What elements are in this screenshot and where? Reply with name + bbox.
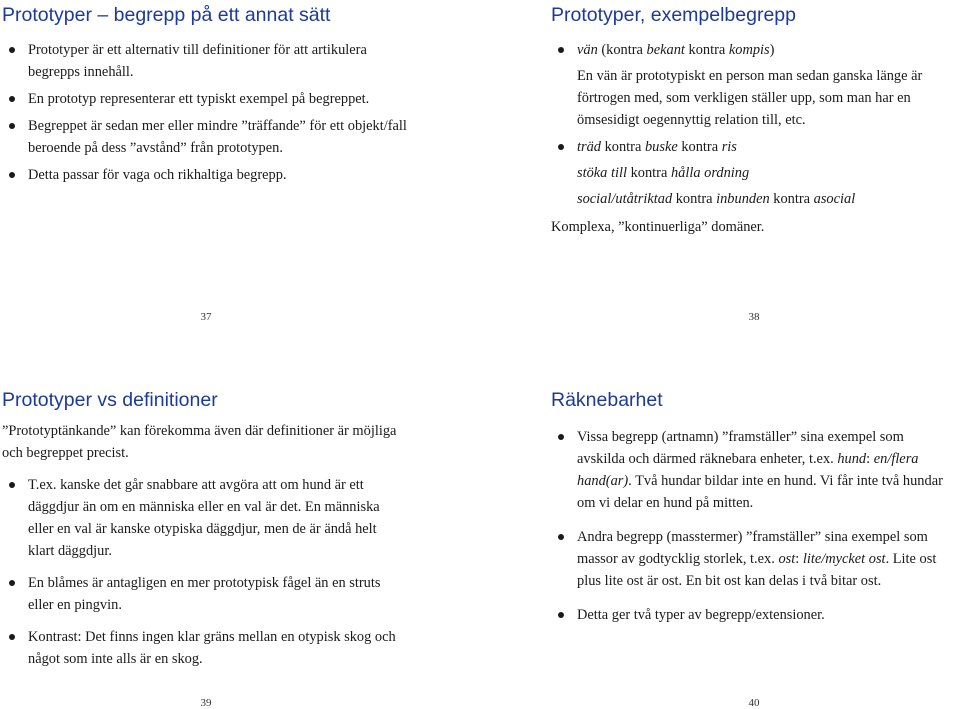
list-item: En prototyp representerar ett typiskt exempel på begreppet. xyxy=(2,88,422,110)
slide-footer-text: Komplexa, ”kontinuerliga” domäner. xyxy=(551,219,765,235)
page-number: 40 xyxy=(748,697,760,709)
example-word: hund xyxy=(837,451,867,467)
item-text: . Två hundar bildar inte en hund. Vi får inte två hundar om vi delar en hund på mitten. xyxy=(577,473,943,511)
example-word: asocial xyxy=(813,191,856,207)
list-item xyxy=(551,136,951,158)
example-line xyxy=(551,188,951,210)
example-word: träd xyxy=(577,139,601,155)
item-text: Vissa begrepp (artnamn) ”framställer” sina exempel som avskilda och därmed räknebara enheter, t.ex. xyxy=(577,429,904,467)
connector-text: kontra xyxy=(672,191,717,207)
connector-text: kontra xyxy=(626,165,671,181)
item-text: : xyxy=(795,551,803,567)
example-word: lite/mycket ost xyxy=(802,551,886,567)
example-description: En vän är prototypiskt en person man sedan ganska länge är förtrogen med, som verkligen ställer upp, som man har en ömsesidigt oegennyttig relation till, etc. xyxy=(577,68,923,128)
bullet-list xyxy=(551,426,951,626)
example-word: kompis xyxy=(728,42,770,58)
example-word: en/flera hand(ar) xyxy=(577,451,919,489)
item-text: : xyxy=(866,451,874,467)
list-item: En blåmes är antagligen en mer prototypisk fågel än en struts eller en pingvin. xyxy=(2,572,402,616)
page-number: 38 xyxy=(748,311,760,323)
slide-38 xyxy=(551,4,951,238)
page-number: 39 xyxy=(200,697,212,709)
slide-title: Prototyper – begrepp på ett annat sätt xyxy=(2,4,331,26)
page-number: 37 xyxy=(200,311,212,323)
list-item: Detta ger två typer av begrepp/extensioner. xyxy=(551,604,951,626)
list-item: Begreppet är sedan mer eller mindre ”träffande” för ett objekt/fall beroende på dess ”avstånd” från prototypen. xyxy=(2,115,422,159)
connector-text: (kontra xyxy=(597,42,647,58)
slide-title: Räknebarhet xyxy=(551,389,663,411)
bullet-list xyxy=(2,474,402,670)
example-word: ost xyxy=(778,551,796,567)
example-word: stöka till xyxy=(577,165,627,181)
list-item: Detta passar för vaga och rikhaltiga begrepp. xyxy=(2,164,422,186)
connector-text: kontra xyxy=(769,191,814,207)
example-list xyxy=(551,39,951,210)
example-word: bekant xyxy=(646,42,685,58)
connector-text: kontra xyxy=(684,42,729,58)
list-item xyxy=(551,39,951,61)
list-item: Kontrast: Det finns ingen klar gräns mellan en otypisk skog och något som inte alls är en skog. xyxy=(2,626,402,670)
item-text: Andra begrepp (masstermer) ”framställer” sina exempel som massor av godtycklig storlek, t.ex. xyxy=(577,529,928,567)
example-word: hålla ordning xyxy=(670,165,750,181)
list-item: T.ex. kanske det går snabbare att avgöra att om hund är ett däggdjur än om en människa eller en val är det. En människa eller en val är kanske otypiska däggdjur, men de är ändå helt klart däggdjur. xyxy=(2,474,402,562)
slide-title: Prototyper, exempelbegrepp xyxy=(551,4,796,26)
list-item xyxy=(551,526,951,592)
item-text: . Lite ost plus lite ost är ost. En bit ost kan delas i två bitar ost. xyxy=(577,551,937,589)
example-word: social/utåtriktad xyxy=(577,191,673,207)
list-item: Prototyper är ett alternativ till definitioner för att artikulera begrepps innehåll. xyxy=(2,39,422,83)
example-word: buske xyxy=(644,139,678,155)
slide-title: Prototyper vs definitioner xyxy=(2,389,218,411)
connector-text: ) xyxy=(769,42,775,58)
list-item xyxy=(551,426,951,514)
example-line xyxy=(551,162,951,184)
connector-text: kontra xyxy=(677,139,722,155)
slide-37 xyxy=(2,4,457,186)
slide-39 xyxy=(2,389,402,670)
slide-40 xyxy=(551,389,951,626)
bullet-list xyxy=(2,39,422,186)
example-word: ris xyxy=(721,139,737,155)
slide-intro: ”Prototyptänkande” kan förekomma även där definitioner är möjliga och begreppet precist. xyxy=(2,423,397,461)
example-word: inbunden xyxy=(716,191,770,207)
connector-text: kontra xyxy=(601,139,645,155)
example-word: vän xyxy=(577,42,598,58)
